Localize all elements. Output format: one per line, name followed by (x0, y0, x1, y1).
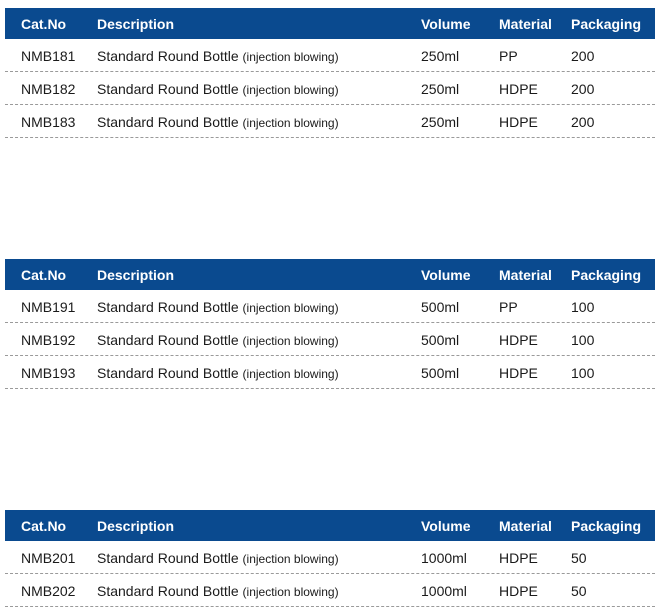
table-header (5, 259, 655, 290)
header-description: Description (97, 16, 175, 32)
description-cell (97, 114, 339, 130)
volume-cell: 1000ml (421, 550, 467, 566)
description-main: Standard Round Bottle (97, 114, 239, 130)
cat-no-cell: NMB202 (21, 583, 76, 599)
table-row (5, 541, 655, 574)
cat-no-cell: NMB182 (21, 81, 76, 97)
description-cell (97, 332, 339, 348)
volume-cell: 500ml (421, 332, 460, 348)
description-main: Standard Round Bottle (97, 365, 239, 381)
product-table-1000ml (5, 510, 655, 607)
table-row (5, 323, 655, 356)
table-row (5, 39, 655, 72)
description-main: Standard Round Bottle (97, 48, 239, 64)
header-material: Material (499, 267, 552, 283)
table-row (5, 105, 655, 138)
description-note: (injection blowing) (242, 50, 339, 64)
description-note: (injection blowing) (242, 301, 339, 315)
material-cell: HDPE (499, 114, 538, 130)
volume-cell: 250ml (421, 48, 460, 64)
material-cell: HDPE (499, 550, 538, 566)
material-cell: HDPE (499, 365, 538, 381)
volume-cell: 500ml (421, 299, 460, 315)
description-note: (injection blowing) (242, 585, 339, 599)
volume-cell: 1000ml (421, 583, 467, 599)
packaging-cell: 100 (571, 299, 595, 315)
table-row (5, 72, 655, 105)
volume-cell: 500ml (421, 365, 460, 381)
table-row (5, 290, 655, 323)
table-header (5, 510, 655, 541)
packaging-cell: 50 (571, 550, 587, 566)
cat-no-cell: NMB183 (21, 114, 76, 130)
header-material: Material (499, 16, 552, 32)
description-main: Standard Round Bottle (97, 299, 239, 315)
table-row (5, 356, 655, 389)
description-note: (injection blowing) (242, 116, 339, 130)
table-header (5, 8, 655, 39)
volume-cell: 250ml (421, 114, 460, 130)
header-cat-no: Cat.No (21, 16, 67, 32)
header-cat-no: Cat.No (21, 267, 67, 283)
header-description: Description (97, 267, 175, 283)
description-note: (injection blowing) (242, 334, 339, 348)
header-volume: Volume (421, 518, 471, 534)
cat-no-cell: NMB201 (21, 550, 76, 566)
description-cell (97, 550, 339, 566)
packaging-cell: 100 (571, 332, 595, 348)
description-main: Standard Round Bottle (97, 81, 239, 97)
packaging-cell: 50 (571, 583, 587, 599)
material-cell: PP (499, 48, 518, 64)
material-cell: HDPE (499, 332, 538, 348)
description-note: (injection blowing) (242, 552, 339, 566)
description-main: Standard Round Bottle (97, 583, 239, 599)
table-row (5, 574, 655, 607)
cat-no-cell: NMB193 (21, 365, 76, 381)
header-volume: Volume (421, 267, 471, 283)
cat-no-cell: NMB191 (21, 299, 76, 315)
cat-no-cell: NMB181 (21, 48, 76, 64)
product-table-500ml (5, 259, 655, 389)
header-material: Material (499, 518, 552, 534)
header-description: Description (97, 518, 175, 534)
header-cat-no: Cat.No (21, 518, 67, 534)
description-cell (97, 583, 339, 599)
description-main: Standard Round Bottle (97, 332, 239, 348)
material-cell: HDPE (499, 81, 538, 97)
description-note: (injection blowing) (242, 367, 339, 381)
packaging-cell: 100 (571, 365, 595, 381)
header-packaging: Packaging (571, 16, 642, 32)
header-volume: Volume (421, 16, 471, 32)
cat-no-cell: NMB192 (21, 332, 76, 348)
description-cell (97, 365, 339, 381)
description-note: (injection blowing) (242, 83, 339, 97)
product-table-250ml (5, 8, 655, 138)
description-cell (97, 48, 339, 64)
packaging-cell: 200 (571, 114, 595, 130)
header-packaging: Packaging (571, 267, 642, 283)
header-packaging: Packaging (571, 518, 642, 534)
packaging-cell: 200 (571, 81, 595, 97)
description-cell (97, 81, 339, 97)
description-main: Standard Round Bottle (97, 550, 239, 566)
material-cell: HDPE (499, 583, 538, 599)
packaging-cell: 200 (571, 48, 595, 64)
description-cell (97, 299, 339, 315)
material-cell: PP (499, 299, 518, 315)
volume-cell: 250ml (421, 81, 460, 97)
